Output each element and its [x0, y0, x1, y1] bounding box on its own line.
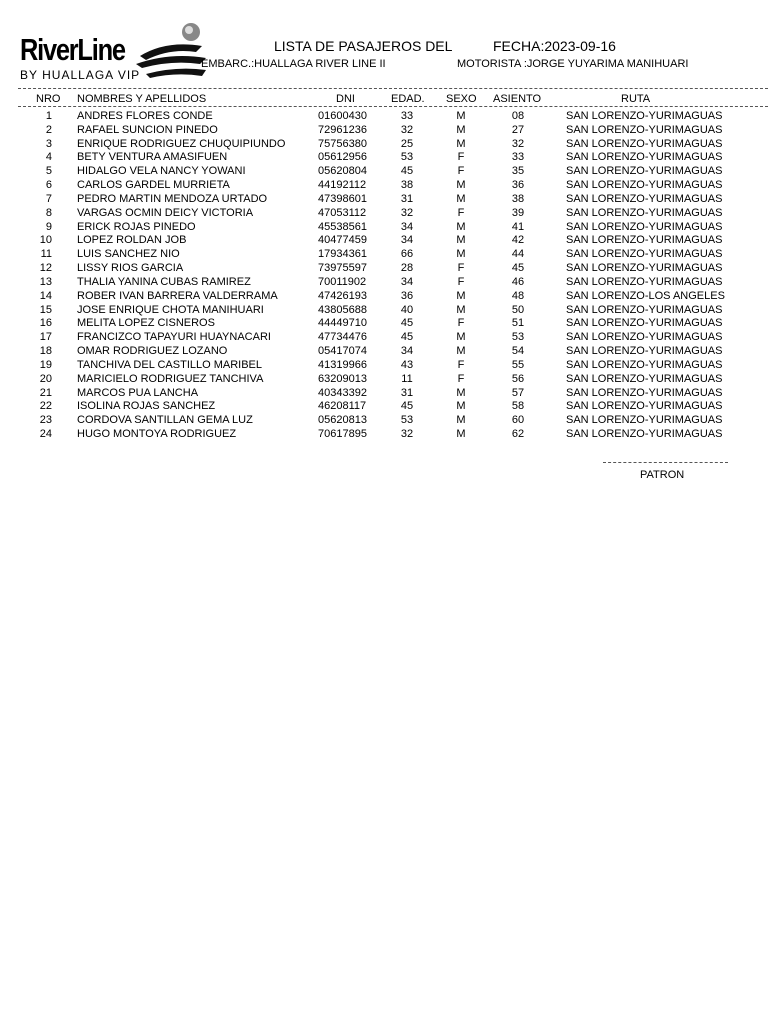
- cell-ruta: SAN LORENZO-YURIMAGUAS: [566, 220, 723, 233]
- cell-dni: 17934361: [318, 248, 367, 261]
- cell-edad: 36: [400, 289, 414, 302]
- column-header-nombres: NOMBRES Y APELLIDOS: [77, 93, 207, 105]
- cell-nombre: HUGO MONTOYA RODRIGUEZ: [77, 428, 237, 441]
- cell-nombre: MELITA LOPEZ CISNEROS: [77, 317, 215, 330]
- cell-asiento: 36: [511, 179, 525, 192]
- cell-ruta: SAN LORENZO-YURIMAGUAS: [566, 179, 723, 192]
- cell-asiento: 55: [511, 358, 525, 371]
- cell-ruta: SAN LORENZO-YURIMAGUAS: [566, 137, 723, 150]
- cell-dni: 05620804: [318, 165, 367, 178]
- cell-asiento: 32: [511, 137, 525, 150]
- cell-sexo: M: [456, 303, 466, 316]
- cell-asiento: 08: [511, 110, 525, 122]
- cell-ruta: SAN LORENZO-YURIMAGUAS: [566, 414, 723, 427]
- cell-nro: 17: [39, 331, 52, 344]
- cell-nombre: ERICK ROJAS PINEDO: [77, 220, 196, 233]
- cell-nro: 1: [45, 110, 52, 122]
- table-row: [0, 124, 768, 138]
- cell-dni: 44192112: [318, 179, 367, 192]
- cell-edad: 33: [400, 110, 414, 122]
- table-row: [0, 165, 768, 179]
- cell-edad: 25: [400, 137, 414, 150]
- cell-edad: 31: [400, 192, 414, 205]
- cell-nro: 12: [39, 262, 52, 275]
- cell-edad: 32: [400, 428, 414, 441]
- cell-ruta: SAN LORENZO-LOS ANGELES: [566, 289, 725, 302]
- cell-edad: 43: [400, 358, 414, 371]
- cell-ruta: SAN LORENZO-YURIMAGUAS: [566, 262, 723, 275]
- cell-dni: 05620813: [318, 414, 367, 427]
- cell-nombre: LOPEZ ROLDAN JOB: [77, 234, 187, 247]
- vessel-name: EMBARC.:HUALLAGA RIVER LINE II: [201, 58, 386, 70]
- cell-nombre: MARCOS PUA LANCHA: [77, 386, 199, 399]
- cell-edad: 34: [400, 345, 414, 358]
- table-row: [0, 304, 768, 318]
- cell-edad: 53: [400, 151, 414, 164]
- cell-dni: 41319966: [318, 358, 367, 371]
- cell-asiento: 48: [511, 289, 525, 302]
- cell-dni: 70011902: [318, 275, 367, 288]
- cell-sexo: M: [456, 179, 466, 192]
- driver-name: MOTORISTA :JORGE YUYARIMA MANIHUARI: [457, 58, 689, 70]
- cell-ruta: SAN LORENZO-YURIMAGUAS: [566, 428, 723, 441]
- cell-ruta: SAN LORENZO-YURIMAGUAS: [566, 206, 723, 219]
- header-rule-top: [18, 88, 768, 89]
- cell-sexo: F: [457, 275, 465, 288]
- cell-asiento: 62: [511, 428, 525, 441]
- table-row: [0, 110, 768, 124]
- cell-asiento: 41: [511, 220, 525, 233]
- cell-ruta: SAN LORENZO-YURIMAGUAS: [566, 400, 723, 413]
- cell-nombre: OMAR RODRIGUEZ LOZANO: [77, 345, 228, 358]
- column-header-ruta: RUTA: [621, 93, 651, 105]
- cell-ruta: SAN LORENZO-YURIMAGUAS: [566, 151, 723, 164]
- cell-dni: 73975597: [318, 262, 367, 275]
- cell-edad: 28: [400, 262, 414, 275]
- cell-dni: 40343392: [318, 386, 367, 399]
- cell-edad: 34: [400, 220, 414, 233]
- cell-nro: 11: [40, 248, 52, 261]
- signature-label: PATRON: [640, 469, 685, 481]
- cell-sexo: M: [456, 428, 466, 441]
- cell-edad: 32: [400, 206, 414, 219]
- cell-dni: 45538561: [318, 220, 367, 233]
- cell-asiento: 51: [511, 317, 525, 330]
- table-row: [0, 317, 768, 331]
- cell-ruta: SAN LORENZO-YURIMAGUAS: [566, 275, 723, 288]
- cell-nombre: CORDOVA SANTILLAN GEMA LUZ: [77, 414, 253, 427]
- cell-ruta: SAN LORENZO-YURIMAGUAS: [566, 372, 723, 385]
- cell-asiento: 58: [511, 400, 525, 413]
- cell-asiento: 27: [511, 123, 525, 136]
- table-row: [0, 400, 768, 414]
- table-header: [0, 93, 768, 107]
- cell-nro: 22: [39, 400, 52, 413]
- column-header-edad: EDAD.: [391, 93, 425, 105]
- cell-ruta: SAN LORENZO-YURIMAGUAS: [566, 192, 723, 205]
- cell-nombre: BETY VENTURA AMASIFUEN: [77, 151, 228, 164]
- cell-dni: 75756380: [318, 137, 367, 150]
- table-row: [0, 179, 768, 193]
- cell-ruta: SAN LORENZO-YURIMAGUAS: [566, 317, 723, 330]
- cell-nombre: FRANCIZCO TAPAYURI HUAYNACARI: [77, 331, 271, 344]
- cell-dni: 44449710: [318, 317, 367, 330]
- cell-sexo: M: [456, 234, 466, 247]
- cell-edad: 34: [400, 275, 414, 288]
- cell-dni: 46208117: [318, 400, 367, 413]
- cell-asiento: 53: [511, 331, 525, 344]
- cell-sexo: F: [457, 372, 465, 385]
- table-row: [0, 276, 768, 290]
- table-row: [0, 345, 768, 359]
- cell-nro: 24: [39, 428, 52, 441]
- cell-asiento: 45: [511, 262, 525, 275]
- cell-nombre: PEDRO MARTIN MENDOZA URTADO: [77, 192, 268, 205]
- cell-dni: 47734476: [318, 331, 367, 344]
- cell-ruta: SAN LORENZO-YURIMAGUAS: [566, 234, 723, 247]
- cell-sexo: M: [456, 248, 466, 261]
- cell-nro: 20: [39, 372, 52, 385]
- cell-nro: 18: [39, 345, 52, 358]
- cell-asiento: 44: [511, 248, 525, 261]
- cell-asiento: 33: [511, 151, 525, 164]
- cell-dni: 05417074: [318, 345, 367, 358]
- cell-ruta: SAN LORENZO-YURIMAGUAS: [566, 331, 723, 344]
- cell-dni: 05612956: [318, 151, 367, 164]
- cell-nombre: JOSE ENRIQUE CHOTA MANIHUARI: [77, 303, 264, 316]
- cell-asiento: 54: [511, 345, 525, 358]
- cell-dni: 01600430: [318, 110, 367, 122]
- cell-dni: 40477459: [318, 234, 367, 247]
- table-row: [0, 428, 768, 442]
- cell-asiento: 60: [511, 414, 525, 427]
- cell-nombre: ANDRES FLORES CONDE: [77, 110, 213, 122]
- table-row: [0, 290, 768, 304]
- table-row: [0, 414, 768, 428]
- cell-dni: 47426193: [318, 289, 367, 302]
- cell-sexo: M: [456, 192, 466, 205]
- cell-sexo: F: [457, 358, 465, 371]
- cell-dni: 43805688: [318, 303, 367, 316]
- cell-edad: 53: [400, 414, 414, 427]
- cell-edad: 34: [400, 234, 414, 247]
- column-header-dni: DNI: [336, 93, 355, 105]
- cell-sexo: M: [456, 400, 466, 413]
- document-date: FECHA:2023-09-16: [493, 38, 616, 54]
- cell-nombre: ENRIQUE RODRIGUEZ CHUQUIPIUNDO: [77, 137, 286, 150]
- table-row: [0, 262, 768, 276]
- cell-asiento: 56: [511, 372, 525, 385]
- cell-nombre: RAFAEL SUNCION PINEDO: [77, 123, 218, 136]
- cell-ruta: SAN LORENZO-YURIMAGUAS: [566, 110, 723, 122]
- table-row: [0, 373, 768, 387]
- cell-ruta: SAN LORENZO-YURIMAGUAS: [566, 303, 723, 316]
- table-row: [0, 221, 768, 235]
- cell-nombre: LUIS SANCHEZ NIO: [77, 248, 180, 261]
- cell-nro: 4: [45, 151, 52, 164]
- cell-asiento: 50: [511, 303, 525, 316]
- signature-line: [603, 462, 728, 463]
- cell-edad: 66: [400, 248, 414, 261]
- cell-asiento: 57: [511, 386, 525, 399]
- table-row: [0, 207, 768, 221]
- cell-nro: 7: [45, 192, 52, 205]
- cell-nro: 9: [45, 220, 52, 233]
- cell-nro: 6: [45, 179, 52, 192]
- cell-edad: 11: [401, 372, 413, 385]
- cell-asiento: 35: [511, 165, 525, 178]
- cell-asiento: 39: [511, 206, 525, 219]
- cell-ruta: SAN LORENZO-YURIMAGUAS: [566, 123, 723, 136]
- cell-ruta: SAN LORENZO-YURIMAGUAS: [566, 358, 723, 371]
- column-header-asiento: ASIENTO: [493, 93, 542, 105]
- cell-nro: 15: [39, 303, 52, 316]
- cell-nro: 10: [39, 234, 52, 247]
- cell-asiento: 46: [511, 275, 525, 288]
- logo-wordmark: RiverLine: [20, 32, 125, 67]
- cell-edad: 45: [400, 331, 414, 344]
- cell-asiento: 38: [511, 192, 525, 205]
- cell-edad: 38: [400, 179, 414, 192]
- cell-dni: 47398601: [318, 192, 367, 205]
- cell-edad: 31: [400, 386, 414, 399]
- column-header-sexo: SEXO: [446, 93, 477, 105]
- cell-nro: 14: [39, 289, 52, 302]
- cell-sexo: M: [456, 331, 466, 344]
- cell-nro: 21: [39, 386, 52, 399]
- cell-edad: 45: [400, 165, 414, 178]
- cell-sexo: F: [457, 317, 465, 330]
- cell-dni: 72961236: [318, 123, 367, 136]
- cell-ruta: SAN LORENZO-YURIMAGUAS: [566, 165, 723, 178]
- cell-nombre: LISSY RIOS GARCIA: [77, 262, 184, 275]
- cell-nombre: ROBER IVAN BARRERA VALDERRAMA: [77, 289, 278, 302]
- cell-nombre: VARGAS OCMIN DEICY VICTORIA: [77, 206, 254, 219]
- table-row: [0, 193, 768, 207]
- table-row: [0, 138, 768, 152]
- cell-nro: 8: [45, 206, 52, 219]
- table-row: [0, 331, 768, 345]
- cell-dni: 63209013: [318, 372, 367, 385]
- cell-nro: 3: [45, 137, 52, 150]
- table-row: [0, 151, 768, 165]
- cell-nombre: ISOLINA ROJAS SANCHEZ: [77, 400, 216, 413]
- header-rule-bottom: [18, 106, 768, 107]
- cell-nro: 13: [39, 275, 52, 288]
- cell-sexo: M: [456, 220, 466, 233]
- cell-ruta: SAN LORENZO-YURIMAGUAS: [566, 345, 723, 358]
- riverline-logo: [18, 18, 203, 86]
- cell-sexo: M: [456, 110, 466, 122]
- cell-dni: 47053112: [318, 206, 367, 219]
- cell-sexo: F: [457, 151, 465, 164]
- boat-swoosh-icon: [136, 18, 206, 80]
- cell-asiento: 42: [511, 234, 525, 247]
- cell-edad: 40: [400, 303, 414, 316]
- cell-sexo: M: [456, 289, 466, 302]
- cell-nombre: HIDALGO VELA NANCY YOWANI: [77, 165, 246, 178]
- cell-nro: 19: [39, 358, 52, 371]
- cell-nro: 23: [39, 414, 52, 427]
- cell-nombre: TANCHIVA DEL CASTILLO MARIBEL: [77, 358, 263, 371]
- logo-tagline: BY HUALLAGA VIP: [20, 68, 141, 82]
- cell-sexo: F: [457, 165, 465, 178]
- cell-edad: 45: [400, 317, 414, 330]
- cell-nro: 2: [45, 123, 52, 136]
- table-row: [0, 359, 768, 373]
- cell-sexo: M: [456, 386, 466, 399]
- cell-dni: 70617895: [318, 428, 367, 441]
- cell-edad: 45: [400, 400, 414, 413]
- cell-edad: 32: [400, 123, 414, 136]
- cell-nombre: THALIA YANINA CUBAS RAMIREZ: [77, 275, 251, 288]
- cell-sexo: M: [456, 123, 466, 136]
- cell-nombre: MARICIELO RODRIGUEZ TANCHIVA: [77, 372, 264, 385]
- cell-sexo: M: [456, 137, 466, 150]
- cell-ruta: SAN LORENZO-YURIMAGUAS: [566, 248, 723, 261]
- table-row: [0, 387, 768, 401]
- cell-nro: 5: [45, 165, 52, 178]
- cell-sexo: M: [456, 414, 466, 427]
- cell-ruta: SAN LORENZO-YURIMAGUAS: [566, 386, 723, 399]
- cell-nombre: CARLOS GARDEL MURRIETA: [77, 179, 230, 192]
- cell-sexo: F: [457, 206, 465, 219]
- cell-sexo: F: [457, 262, 465, 275]
- cell-sexo: M: [456, 345, 466, 358]
- column-header-nro: NRO: [36, 93, 61, 105]
- cell-nro: 16: [39, 317, 52, 330]
- table-row: [0, 234, 768, 248]
- table-row: [0, 248, 768, 262]
- document-title: LISTA DE PASAJEROS DEL: [274, 38, 453, 54]
